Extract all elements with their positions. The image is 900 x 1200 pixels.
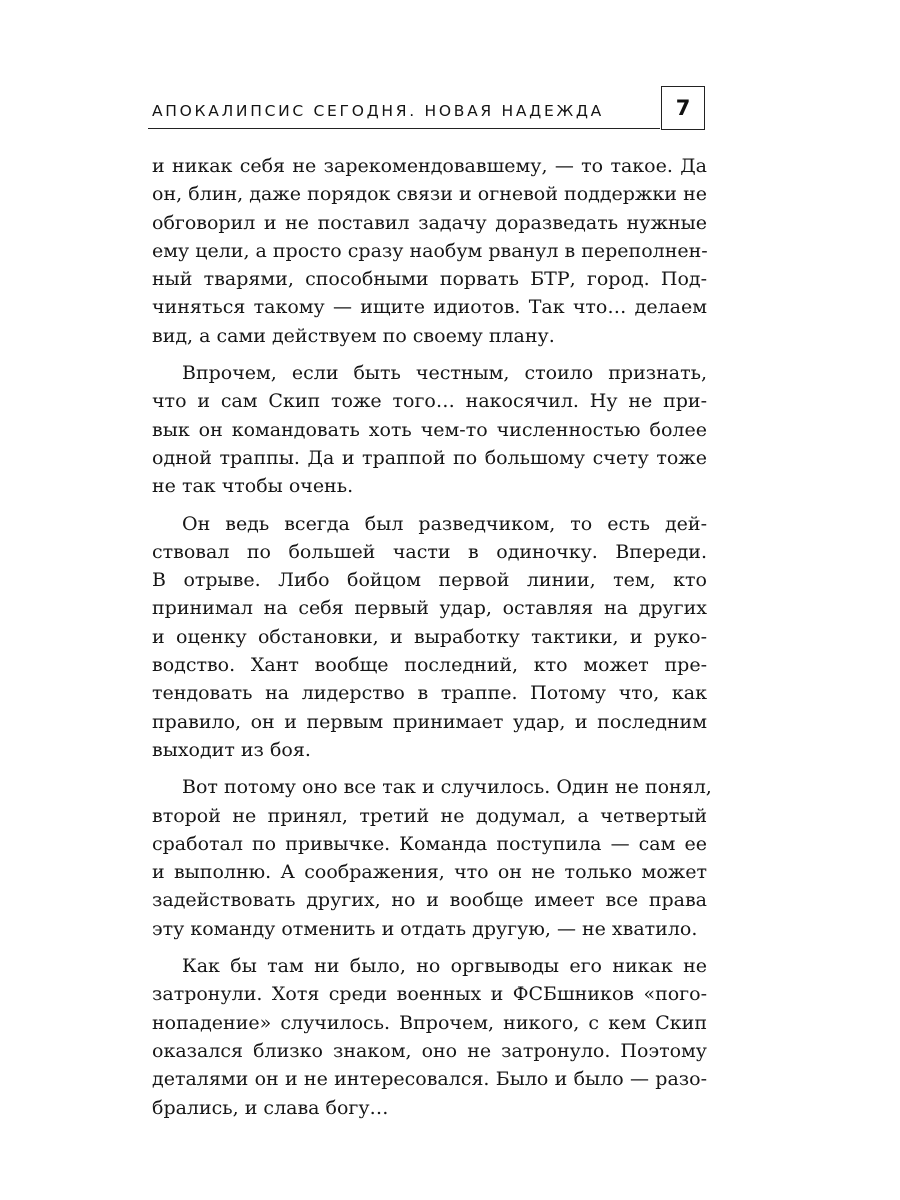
text-line: вид, а сами действуем по своему плану. (152, 324, 555, 347)
paragraph-5 (152, 952, 707, 1122)
paragraph-1 (152, 152, 707, 350)
text-line: чиняться такому — ищите идиотов. Так что… делаем (152, 296, 707, 319)
text-line: В отрыве. Либо бойцом первой линии, тем, кто (152, 569, 707, 592)
text-line: брались, и слава богу… (152, 1096, 389, 1119)
text-line: он, блин, даже порядок связи и огневой поддержки не (152, 183, 707, 206)
text-line: водство. Хант вообще последний, кто может пре- (152, 654, 707, 677)
text-line: вык он командовать хоть чем-то численностью более (152, 418, 707, 441)
text-line: Впрочем, если быть честным, стоило признать, (182, 362, 707, 385)
text-line: что и сам Скип тоже того… накосячил. Ну не при- (152, 390, 707, 413)
text-line: принимал на себя первый удар, оставляя на других (152, 597, 707, 620)
text-line: нопадение» случилось. Впрочем, никого, с кем Скип (152, 1011, 707, 1034)
text-line: и никак себя не зарекомендовавшему, — то такое. Да (152, 155, 707, 177)
header-rule (148, 128, 660, 129)
text-line: Вот потому оно все так и случилось. Один не понял, (182, 776, 712, 799)
text-line: правило, он и первым принимает удар, и последним (152, 710, 707, 733)
paragraph-3 (152, 510, 707, 765)
text-line: деталями он и не интересовался. Было и было — разо- (152, 1068, 707, 1091)
text-line: ствовал по большей части в одиночку. Впереди. (152, 540, 707, 563)
body-text (152, 152, 712, 1122)
paragraph-4 (152, 773, 712, 943)
text-line: ный тварями, способными порвать БТР, город. Под- (152, 268, 707, 291)
text-line: выходит из боя. (152, 738, 311, 761)
text-line: второй не принял, третий не додумал, а четвертый (152, 804, 707, 827)
text-line: тендовать на лидерство в траппе. Потому что, как (152, 682, 707, 705)
text-line: ему цели, а просто сразу наобум рванул в переполнен- (152, 239, 708, 262)
running-head-title: АПОКАЛИПСИС СЕГОДНЯ. НОВАЯ НАДЕЖДА (152, 102, 604, 120)
page-number: 7 (661, 86, 705, 130)
text-line: одной траппы. Да и траппой по большому счету тоже (152, 446, 707, 469)
text-line: и выполню. А соображения, что он не только может (152, 861, 707, 884)
text-line: эту команду отменить и отдать другую, — не хватило. (152, 917, 698, 940)
text-line: сработал по привычке. Команда поступила — сам ее (152, 832, 707, 855)
text-line: и оценку обстановки, и выработку тактики, и руко- (152, 625, 707, 648)
text-line: не так чтобы очень. (152, 475, 354, 498)
text-line: оказался близко знаком, оно не затронуло. Поэтому (152, 1039, 707, 1062)
text-line: Как бы там ни было, но оргвыводы его никак не (182, 955, 707, 978)
text-line: задействовать других, но и вообще имеет все права (152, 889, 707, 912)
paragraph-2 (152, 359, 707, 500)
text-line: Он ведь всегда был разведчиком, то есть дей- (182, 512, 707, 535)
text-line: обговорил и не поставил задачу доразведать нужные (152, 211, 707, 234)
text-line: затронули. Хотя среди военных и ФСБшников «пого- (152, 983, 707, 1006)
